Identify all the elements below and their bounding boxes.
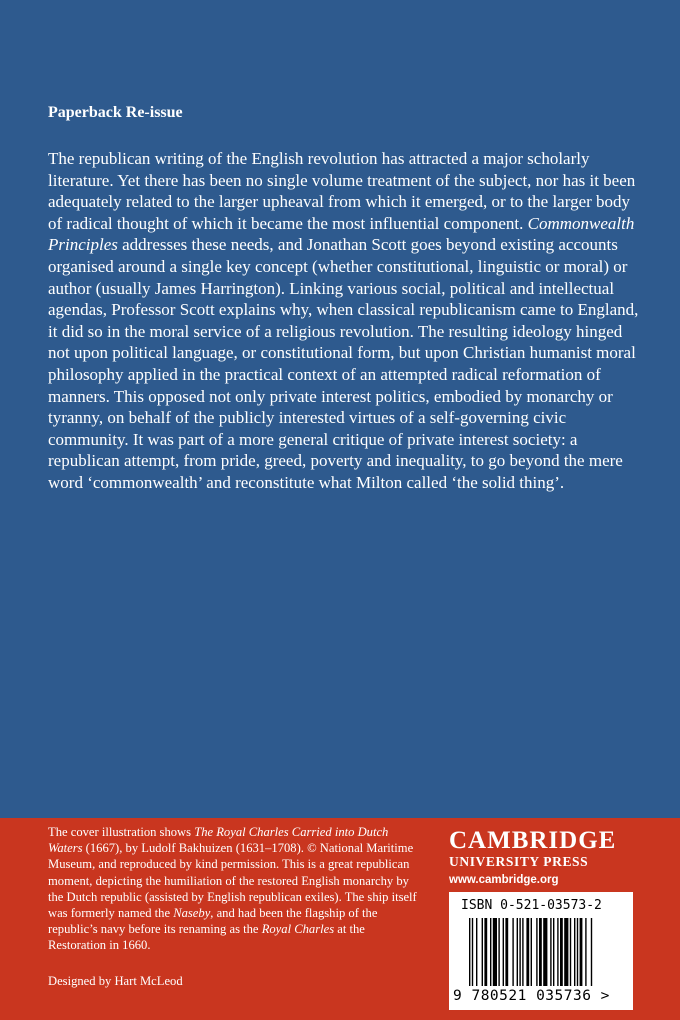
- book-description: [48, 148, 648, 494]
- painting-title: The Royal Charles Carried into Dutch Waters: [48, 825, 389, 856]
- caption-text: , and had been the flagship of the republic’s navy before its renaming as the: [48, 906, 378, 937]
- isbn-label: ISBN 0-521-03573-2: [461, 898, 602, 913]
- ship-name: Royal Charles: [261, 922, 335, 937]
- publisher-name: CAMBRIDGE: [449, 827, 617, 854]
- publisher-subtitle: UNIVERSITY PRESS: [449, 854, 589, 869]
- description-part-1: The republican writing of the English revolution has attracted a major scholarly literature. Yet there has been no single volume treatment of the subject, nor has it been adequately related to the larger upheaval from which it emerged, or to the larger body of radical thought of which it became the most influential component.: [48, 149, 636, 233]
- caption-text: (1667), by Ludolf Bakhuizen (1631–1708). © National Maritime Museum, and reproduced by kind permission. This is a great republican moment, depicting the humiliation of the restored English monarchy by the Dutch republic (assisted by English republican exiles). The ship itself was formerly named the: [48, 841, 417, 921]
- publisher-logo: [449, 828, 629, 886]
- caption-text: at the Restoration in 1660.: [48, 922, 365, 953]
- ship-name: Naseby: [173, 906, 211, 921]
- edition-heading: Paperback Re-issue: [48, 104, 183, 121]
- barcode-bars: [469, 918, 627, 986]
- designer-credit: Designed by Hart McLeod: [48, 974, 183, 988]
- footer-band: [0, 818, 680, 1020]
- publisher-url: www.cambridge.org: [449, 874, 559, 886]
- book-title-italic: Commonwealth Principles: [48, 213, 635, 255]
- cover-illustration-caption: [48, 824, 426, 954]
- description-part-2: addresses these needs, and Jonathan Scott goes beyond existing accounts organised around a single key concept (whether constitutional, linguistic or moral) or author (usually James Harrington). Linking various social, political and intellectual agendas, Professor Scott explains why, when classical republicanism came to England, it did so in the moral service of a religious revolution. The resulting ideology hinged not upon political language, or constitutional form, but upon Christian humanist moral philosophy applied in the practical context of an attempted radical reformation of manners. This opposed not only private interest politics, embodied by monarchy or tyranny, on behalf of the publicly interested virtues of a self-governing civic community. It was part of a more general critique of private interest society: a republican attempt, from pride, greed, poverty and inequality, to go beyond the mere word ‘commonwealth’ and reconstitute what Milton called ‘the solid thing’.: [48, 235, 639, 492]
- caption-text: The cover illustration shows: [48, 825, 195, 839]
- isbn-barcode: [449, 892, 633, 1010]
- barcode-digits: 9 780521 035736 >: [453, 988, 610, 1004]
